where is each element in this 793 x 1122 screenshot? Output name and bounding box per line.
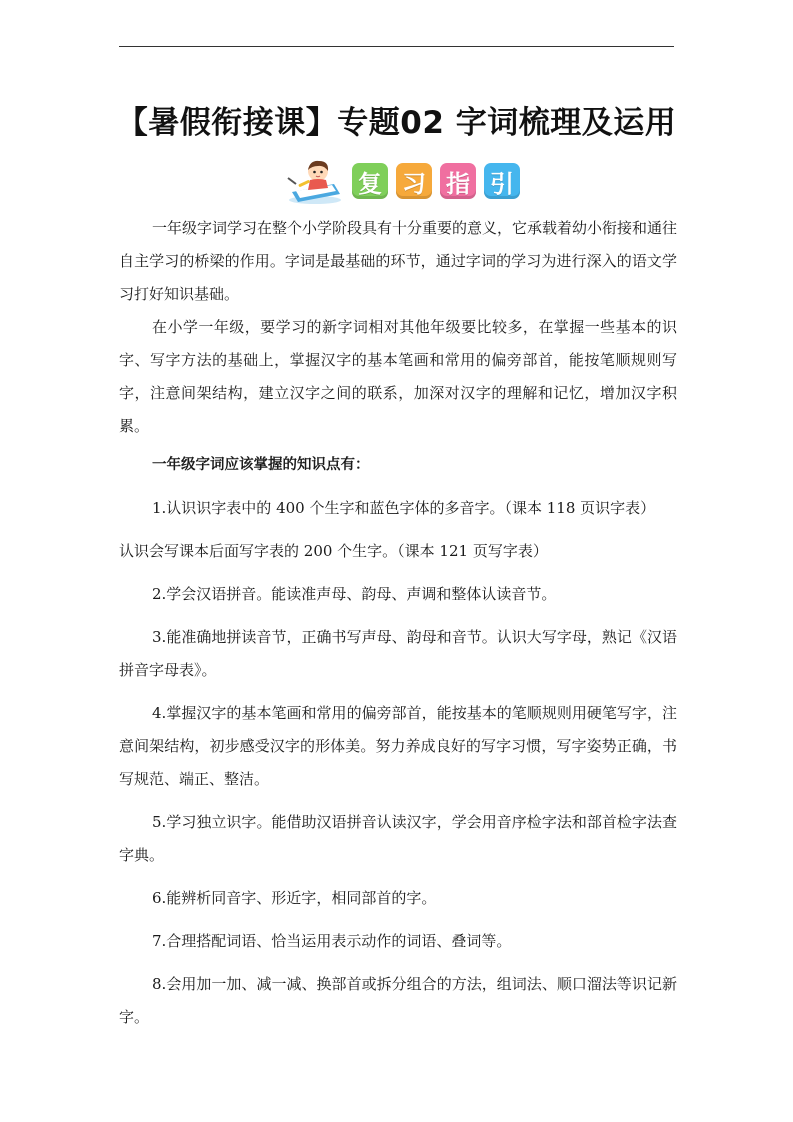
guide-tile-study: 习 bbox=[396, 163, 432, 199]
point-1: 1.认识识字表中的 400 个生字和蓝色字体的多音字。（课本 118 页识字表） bbox=[152, 499, 656, 517]
header-rule bbox=[119, 46, 674, 47]
point-6: 6.能辨析同音字、形近字，相同部首的字。 bbox=[152, 889, 437, 907]
knowledge-heading: 一年级字词应该掌握的知识点有： bbox=[152, 457, 370, 473]
intro-paragraph-2: 在小学一年级，要学习的新字词相对其他年级要比较多，在掌握一些基本的识字、写字方法的基础上，掌握汉字的基本笔画和常用的偏旁部首，能按笔顺规则写字，注意间架结构，建立汉字之间的联系，加深对汉字的理解和记忆，增加汉字积累。 bbox=[119, 318, 677, 435]
page-title: 【暑假衔接课】专题02 字词梳理及运用 bbox=[116, 105, 677, 141]
review-guide-banner bbox=[286, 158, 520, 204]
point-3: 3.能准确地拼读音节，正确书写声母、韵母和音节。认识大写字母，熟记《汉语拼音字母表》。 bbox=[119, 628, 677, 679]
point-2: 2.学会汉语拼音。能读准声母、韵母、声调和整体认读音节。 bbox=[152, 585, 557, 603]
point-4: 4.掌握汉字的基本笔画和常用的偏旁部首，能按基本的笔顺规则用硬笔写字，注意间架结构，初步感受汉字的形体美。努力养成良好的写字习惯，写字姿势正确，书写规范、端正、整洁。 bbox=[119, 704, 677, 788]
student-writing-icon bbox=[286, 158, 344, 204]
point-8: 8.会用加一加、减一减、换部首或拆分组合的方法，组词法、顺口溜法等识记新字。 bbox=[119, 975, 677, 1026]
guide-tile-lead: 引 bbox=[484, 163, 520, 199]
point-5: 5.学习独立识字。能借助汉语拼音认读汉字，学会用音序检字法和部首检字法查字典。 bbox=[119, 813, 677, 864]
point-7: 7.合理搭配词语、恰当运用表示动作的词语、叠词等。 bbox=[152, 932, 512, 950]
guide-tile-point: 指 bbox=[440, 163, 476, 199]
guide-tile-review: 复 bbox=[352, 163, 388, 199]
document-body bbox=[119, 212, 677, 1034]
point-1-continued: 认识会写课本后面写字表的 200 个生字。（课本 121 页写字表） bbox=[119, 542, 548, 560]
intro-paragraph-1: 一年级字词学习在整个小学阶段具有十分重要的意义，它承载着幼小衔接和通往自主学习的桥梁的作用。字词是最基础的环节，通过字词的学习为进行深入的语文学习打好知识基础。 bbox=[119, 219, 678, 303]
